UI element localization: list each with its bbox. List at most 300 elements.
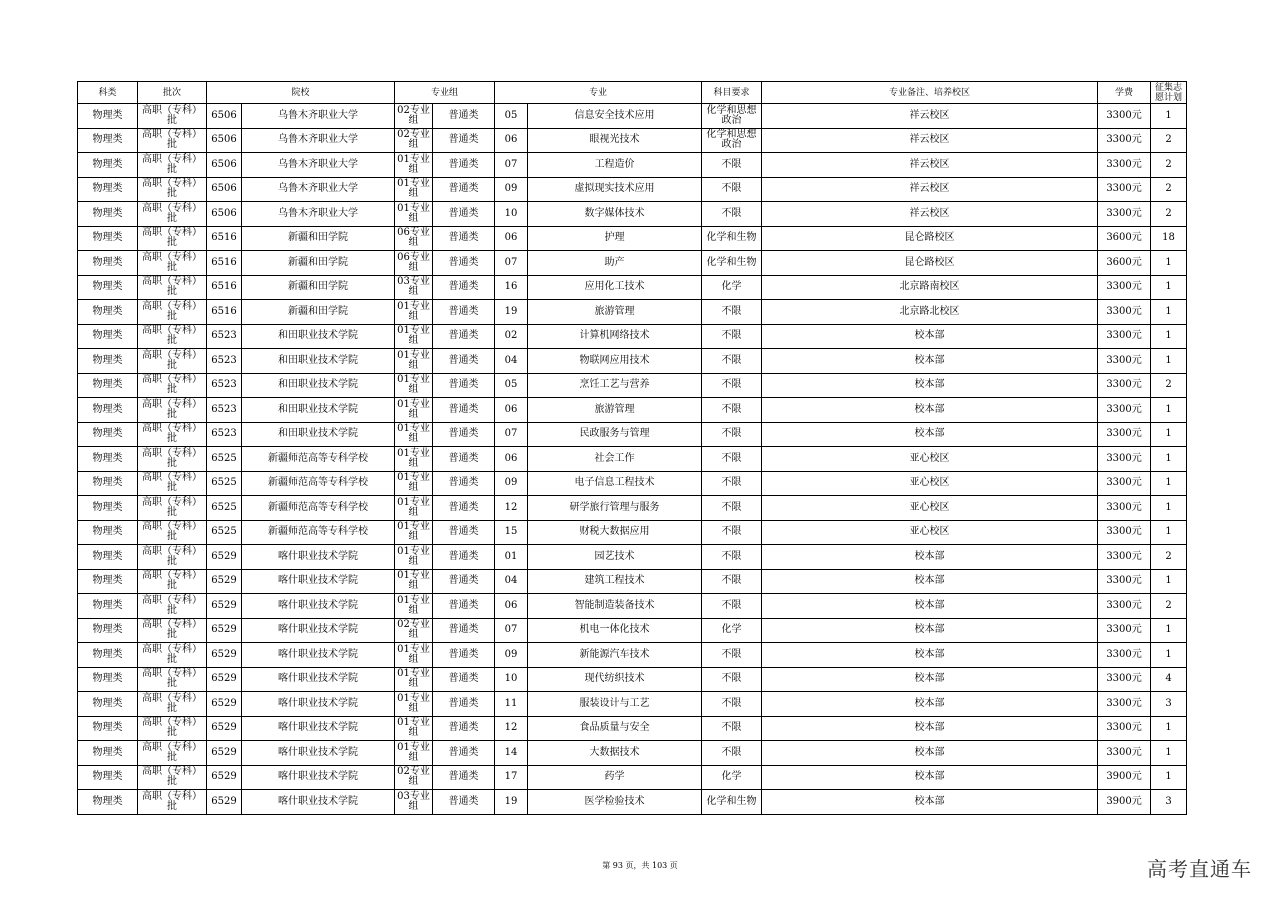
group-type-cell: 普通类 [433,226,495,251]
group-cell: 02专业组 [395,765,433,790]
group-cell: 01专业组 [395,422,433,447]
plan-cell: 1 [1151,569,1187,594]
plan-cell: 3 [1151,692,1187,717]
group-cell: 01专业组 [395,520,433,545]
subject-cell: 不限 [702,716,762,741]
remark-cell: 昆仑路校区 [762,251,1098,276]
school-name-cell: 和田职业技术学院 [242,349,395,374]
category-cell: 物理类 [78,765,138,790]
table-row [78,692,1187,717]
school-name-cell: 乌鲁木齐职业大学 [242,177,395,202]
school-code-cell: 6529 [207,765,242,790]
school-name-cell: 喀什职业技术学院 [242,741,395,766]
category-cell: 物理类 [78,177,138,202]
category-cell: 物理类 [78,790,138,815]
fee-cell: 3900元 [1098,765,1151,790]
fee-cell: 3300元 [1098,153,1151,178]
table-header-row [78,82,1187,104]
remark-cell: 北京路北校区 [762,300,1098,325]
plan-cell: 1 [1151,618,1187,643]
fee-cell: 3900元 [1098,790,1151,815]
header-subject: 科目要求 [702,82,762,104]
category-cell: 物理类 [78,667,138,692]
batch-cell: 高职（专科）批 [138,667,207,692]
major-name-cell: 烹饪工艺与营养 [528,373,702,398]
school-code-cell: 6529 [207,569,242,594]
page-footer: 第 93 页，共 103 页 [602,861,678,870]
remark-cell: 校本部 [762,373,1098,398]
category-cell: 物理类 [78,447,138,472]
group-cell: 01专业组 [395,447,433,472]
table-row [78,398,1187,423]
group-type-cell: 普通类 [433,202,495,227]
batch-cell: 高职（专科）批 [138,545,207,570]
category-cell: 物理类 [78,324,138,349]
group-type-cell: 普通类 [433,177,495,202]
school-name-cell: 乌鲁木齐职业大学 [242,202,395,227]
major-name-cell: 社会工作 [528,447,702,472]
major-code-cell: 12 [495,716,528,741]
category-cell: 物理类 [78,202,138,227]
fee-cell: 3300元 [1098,520,1151,545]
plan-cell: 1 [1151,496,1187,521]
fee-cell: 3300元 [1098,618,1151,643]
plan-cell: 1 [1151,765,1187,790]
group-cell: 01专业组 [395,398,433,423]
remark-cell: 祥云校区 [762,202,1098,227]
major-name-cell: 园艺技术 [528,545,702,570]
subject-cell: 不限 [702,202,762,227]
fee-cell: 3300元 [1098,447,1151,472]
subject-cell: 化学和生物 [702,251,762,276]
subject-cell: 不限 [702,177,762,202]
major-code-cell: 09 [495,177,528,202]
subject-cell: 化学 [702,275,762,300]
group-cell: 01专业组 [395,349,433,374]
category-cell: 物理类 [78,692,138,717]
fee-cell: 3300元 [1098,177,1151,202]
group-type-cell: 普通类 [433,251,495,276]
remark-cell: 校本部 [762,741,1098,766]
major-name-cell: 工程造价 [528,153,702,178]
batch-cell: 高职（专科）批 [138,104,207,129]
category-cell: 物理类 [78,496,138,521]
fee-cell: 3300元 [1098,643,1151,668]
major-name-cell: 财税大数据应用 [528,520,702,545]
school-name-cell: 新疆师范高等专科学校 [242,471,395,496]
school-code-cell: 6529 [207,594,242,619]
school-code-cell: 6529 [207,716,242,741]
school-name-cell: 和田职业技术学院 [242,422,395,447]
plan-cell: 2 [1151,128,1187,153]
school-code-cell: 6523 [207,324,242,349]
fee-cell: 3300元 [1098,741,1151,766]
batch-cell: 高职（专科）批 [138,398,207,423]
table-row [78,202,1187,227]
category-cell: 物理类 [78,104,138,129]
category-cell: 物理类 [78,520,138,545]
header-remark: 专业备注、培养校区 [762,82,1098,104]
remark-cell: 北京路南校区 [762,275,1098,300]
batch-cell: 高职（专科）批 [138,300,207,325]
major-code-cell: 09 [495,643,528,668]
group-type-cell: 普通类 [433,545,495,570]
group-cell: 01专业组 [395,692,433,717]
group-type-cell: 普通类 [433,569,495,594]
school-name-cell: 喀什职业技术学院 [242,594,395,619]
table-row [78,300,1187,325]
category-cell: 物理类 [78,349,138,374]
table-row [78,226,1187,251]
fee-cell: 3300元 [1098,545,1151,570]
plan-cell: 3 [1151,790,1187,815]
fee-cell: 3300元 [1098,569,1151,594]
table-row [78,251,1187,276]
fee-cell: 3600元 [1098,226,1151,251]
subject-cell: 化学和生物 [702,790,762,815]
major-code-cell: 01 [495,545,528,570]
major-code-cell: 11 [495,692,528,717]
school-code-cell: 6523 [207,422,242,447]
major-code-cell: 15 [495,520,528,545]
group-type-cell: 普通类 [433,398,495,423]
major-name-cell: 民政服务与管理 [528,422,702,447]
school-name-cell: 喀什职业技术学院 [242,692,395,717]
major-code-cell: 10 [495,202,528,227]
school-name-cell: 喀什职业技术学院 [242,765,395,790]
major-code-cell: 09 [495,471,528,496]
school-name-cell: 和田职业技术学院 [242,324,395,349]
fee-cell: 3600元 [1098,251,1151,276]
fee-cell: 3300元 [1098,202,1151,227]
subject-cell: 不限 [702,569,762,594]
major-name-cell: 服装设计与工艺 [528,692,702,717]
school-code-cell: 6529 [207,692,242,717]
fee-cell: 3300元 [1098,422,1151,447]
group-type-cell: 普通类 [433,790,495,815]
remark-cell: 祥云校区 [762,128,1098,153]
fee-cell: 3300元 [1098,496,1151,521]
table-row [78,765,1187,790]
fee-cell: 3300元 [1098,324,1151,349]
major-code-cell: 10 [495,667,528,692]
school-code-cell: 6516 [207,251,242,276]
major-name-cell: 信息安全技术应用 [528,104,702,129]
group-type-cell: 普通类 [433,643,495,668]
fee-cell: 3300元 [1098,667,1151,692]
plan-cell: 1 [1151,643,1187,668]
major-code-cell: 06 [495,128,528,153]
group-cell: 01专业组 [395,741,433,766]
group-cell: 01专业组 [395,545,433,570]
group-cell: 02专业组 [395,128,433,153]
batch-cell: 高职（专科）批 [138,275,207,300]
major-code-cell: 07 [495,251,528,276]
remark-cell: 校本部 [762,716,1098,741]
school-code-cell: 6516 [207,275,242,300]
batch-cell: 高职（专科）批 [138,202,207,227]
table-row [78,104,1187,129]
major-code-cell: 19 [495,790,528,815]
category-cell: 物理类 [78,471,138,496]
major-code-cell: 19 [495,300,528,325]
group-type-cell: 普通类 [433,324,495,349]
major-code-cell: 05 [495,373,528,398]
group-type-cell: 普通类 [433,153,495,178]
major-code-cell: 05 [495,104,528,129]
group-cell: 01专业组 [395,667,433,692]
plan-cell: 1 [1151,251,1187,276]
subject-cell: 不限 [702,422,762,447]
subject-cell: 化学和生物 [702,226,762,251]
school-name-cell: 新疆和田学院 [242,226,395,251]
school-name-cell: 喀什职业技术学院 [242,643,395,668]
remark-cell: 祥云校区 [762,177,1098,202]
group-type-cell: 普通类 [433,716,495,741]
school-name-cell: 和田职业技术学院 [242,398,395,423]
major-name-cell: 旅游管理 [528,398,702,423]
school-code-cell: 6529 [207,667,242,692]
fee-cell: 3300元 [1098,275,1151,300]
category-cell: 物理类 [78,300,138,325]
group-type-cell: 普通类 [433,349,495,374]
school-code-cell: 6523 [207,373,242,398]
major-name-cell: 建筑工程技术 [528,569,702,594]
table-row [78,716,1187,741]
table-row [78,153,1187,178]
table-row [78,741,1187,766]
plan-cell: 2 [1151,153,1187,178]
category-cell: 物理类 [78,643,138,668]
remark-cell: 校本部 [762,569,1098,594]
school-code-cell: 6525 [207,520,242,545]
header-plan: 征集志愿计划 [1151,82,1187,104]
school-code-cell: 6506 [207,128,242,153]
batch-cell: 高职（专科）批 [138,569,207,594]
subject-cell: 化学和思想政治 [702,128,762,153]
group-cell: 01专业组 [395,373,433,398]
subject-cell: 不限 [702,520,762,545]
school-name-cell: 乌鲁木齐职业大学 [242,153,395,178]
major-code-cell: 07 [495,153,528,178]
school-code-cell: 6529 [207,618,242,643]
subject-cell: 化学 [702,765,762,790]
group-type-cell: 普通类 [433,765,495,790]
group-cell: 06专业组 [395,226,433,251]
school-name-cell: 喀什职业技术学院 [242,790,395,815]
remark-cell: 校本部 [762,398,1098,423]
group-type-cell: 普通类 [433,300,495,325]
major-code-cell: 14 [495,741,528,766]
fee-cell: 3300元 [1098,594,1151,619]
fee-cell: 3300元 [1098,471,1151,496]
major-name-cell: 虚拟现实技术应用 [528,177,702,202]
major-code-cell: 16 [495,275,528,300]
group-cell: 01专业组 [395,300,433,325]
fee-cell: 3300元 [1098,128,1151,153]
fee-cell: 3300元 [1098,692,1151,717]
plan-cell: 1 [1151,471,1187,496]
school-name-cell: 新疆师范高等专科学校 [242,520,395,545]
table-row [78,569,1187,594]
batch-cell: 高职（专科）批 [138,153,207,178]
school-code-cell: 6506 [207,202,242,227]
remark-cell: 校本部 [762,765,1098,790]
batch-cell: 高职（专科）批 [138,471,207,496]
table-row [78,545,1187,570]
school-code-cell: 6529 [207,741,242,766]
major-name-cell: 大数据技术 [528,741,702,766]
subject-cell: 不限 [702,692,762,717]
group-cell: 03专业组 [395,275,433,300]
batch-cell: 高职（专科）批 [138,790,207,815]
header-fee: 学费 [1098,82,1151,104]
major-name-cell: 电子信息工程技术 [528,471,702,496]
group-cell: 02专业组 [395,104,433,129]
category-cell: 物理类 [78,153,138,178]
subject-cell: 不限 [702,496,762,521]
group-cell: 01专业组 [395,569,433,594]
school-name-cell: 乌鲁木齐职业大学 [242,128,395,153]
school-name-cell: 新疆师范高等专科学校 [242,496,395,521]
remark-cell: 亚心校区 [762,471,1098,496]
group-cell: 01专业组 [395,153,433,178]
group-cell: 02专业组 [395,618,433,643]
category-cell: 物理类 [78,545,138,570]
category-cell: 物理类 [78,226,138,251]
school-name-cell: 喀什职业技术学院 [242,716,395,741]
subject-cell: 不限 [702,741,762,766]
major-name-cell: 应用化工技术 [528,275,702,300]
school-code-cell: 6523 [207,349,242,374]
school-name-cell: 喀什职业技术学院 [242,545,395,570]
remark-cell: 校本部 [762,667,1098,692]
remark-cell: 祥云校区 [762,104,1098,129]
subject-cell: 化学和思想政治 [702,104,762,129]
fee-cell: 3300元 [1098,373,1151,398]
plan-cell: 2 [1151,177,1187,202]
table-row [78,275,1187,300]
admission-plan-table [77,81,1187,815]
category-cell: 物理类 [78,398,138,423]
remark-cell: 亚心校区 [762,520,1098,545]
major-name-cell: 研学旅行管理与服务 [528,496,702,521]
batch-cell: 高职（专科）批 [138,692,207,717]
subject-cell: 不限 [702,398,762,423]
plan-cell: 1 [1151,422,1187,447]
batch-cell: 高职（专科）批 [138,226,207,251]
group-cell: 01专业组 [395,177,433,202]
remark-cell: 校本部 [762,594,1098,619]
school-code-cell: 6506 [207,153,242,178]
group-type-cell: 普通类 [433,594,495,619]
major-code-cell: 06 [495,226,528,251]
major-name-cell: 计算机网络技术 [528,324,702,349]
remark-cell: 祥云校区 [762,153,1098,178]
plan-cell: 1 [1151,520,1187,545]
category-cell: 物理类 [78,251,138,276]
remark-cell: 校本部 [762,545,1098,570]
batch-cell: 高职（专科）批 [138,643,207,668]
batch-cell: 高职（专科）批 [138,741,207,766]
group-cell: 03专业组 [395,790,433,815]
group-type-cell: 普通类 [433,128,495,153]
major-code-cell: 07 [495,422,528,447]
batch-cell: 高职（专科）批 [138,177,207,202]
plan-cell: 4 [1151,667,1187,692]
group-cell: 01专业组 [395,643,433,668]
watermark-logo-text: 高考直通车 [1147,857,1252,881]
table-row [78,520,1187,545]
table-row [78,324,1187,349]
subject-cell: 不限 [702,349,762,374]
group-cell: 01专业组 [395,594,433,619]
subject-cell: 化学 [702,618,762,643]
remark-cell: 校本部 [762,643,1098,668]
subject-cell: 不限 [702,545,762,570]
school-code-cell: 6529 [207,790,242,815]
group-type-cell: 普通类 [433,447,495,472]
school-code-cell: 6525 [207,447,242,472]
plan-cell: 1 [1151,300,1187,325]
plan-cell: 1 [1151,741,1187,766]
group-type-cell: 普通类 [433,520,495,545]
plan-cell: 1 [1151,398,1187,423]
school-code-cell: 6529 [207,643,242,668]
major-code-cell: 12 [495,496,528,521]
group-type-cell: 普通类 [433,692,495,717]
plan-cell: 1 [1151,104,1187,129]
table-row [78,618,1187,643]
major-code-cell: 06 [495,398,528,423]
category-cell: 物理类 [78,594,138,619]
school-name-cell: 新疆和田学院 [242,251,395,276]
school-name-cell: 喀什职业技术学院 [242,569,395,594]
batch-cell: 高职（专科）批 [138,128,207,153]
plan-cell: 1 [1151,349,1187,374]
group-type-cell: 普通类 [433,104,495,129]
group-cell: 01专业组 [395,496,433,521]
table-row [78,496,1187,521]
subject-cell: 不限 [702,471,762,496]
header-group: 专业组 [395,82,495,104]
fee-cell: 3300元 [1098,349,1151,374]
group-type-cell: 普通类 [433,275,495,300]
subject-cell: 不限 [702,667,762,692]
major-name-cell: 食品质量与安全 [528,716,702,741]
plan-cell: 2 [1151,594,1187,619]
table-row [78,667,1187,692]
group-type-cell: 普通类 [433,496,495,521]
subject-cell: 不限 [702,153,762,178]
batch-cell: 高职（专科）批 [138,618,207,643]
group-cell: 01专业组 [395,202,433,227]
major-name-cell: 物联网应用技术 [528,349,702,374]
batch-cell: 高职（专科）批 [138,716,207,741]
table-row [78,471,1187,496]
header-batch: 批次 [138,82,207,104]
school-name-cell: 新疆师范高等专科学校 [242,447,395,472]
major-name-cell: 智能制造装备技术 [528,594,702,619]
group-type-cell: 普通类 [433,667,495,692]
major-name-cell: 医学检验技术 [528,790,702,815]
category-cell: 物理类 [78,618,138,643]
table-row [78,594,1187,619]
school-code-cell: 6506 [207,104,242,129]
category-cell: 物理类 [78,373,138,398]
group-type-cell: 普通类 [433,471,495,496]
table-row [78,128,1187,153]
